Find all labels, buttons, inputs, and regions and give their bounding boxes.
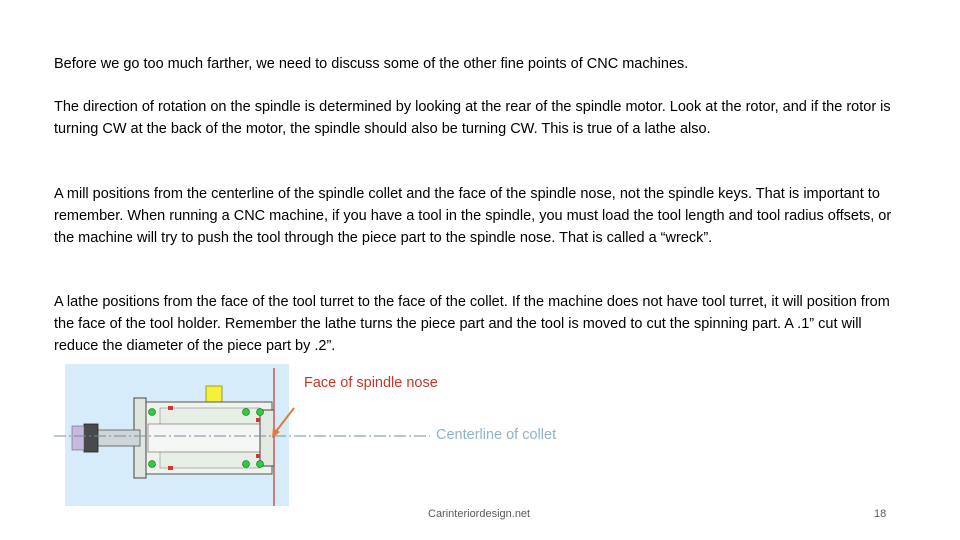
paragraph-lathe: A lathe positions from the face of the tool turret to the face of the collet. If the machine does not have tool turret, it will position from the face of the tool holder. Remember the lathe turns the piece part and the tool is moved to cut the spinning part. A .1” cut will reduce the diameter of the piece part by .2”. bbox=[54, 294, 890, 354]
paragraph-intro: Before we go too much farther, we need to discuss some of the other fine points of CNC machines. bbox=[54, 56, 689, 72]
label-face-of-spindle-nose: Face of spindle nose bbox=[304, 375, 438, 391]
paragraph-rotation: The direction of rotation on the spindle is determined by looking at the rear of the spindle motor. Look at the rotor, and if the rotor is turning CW at the back of the motor, the spindle should also be turning CW. This is true of a lathe also. bbox=[54, 99, 891, 137]
centerline-of-collet-line bbox=[54, 432, 434, 440]
footer-source: Carinteriordesign.net bbox=[428, 508, 531, 520]
paragraph-mill: A mill positions from the centerline of the spindle collet and the face of the spindle nose, not the spindle keys. That is important to remember. When running a CNC machine, if you have a tool in the spindle, you must load the tool length and tool radius offsets, or the machine will try to push the tool through the piece part to the spindle nose. That is called a “wreck”. bbox=[54, 186, 892, 246]
page-number: 18 bbox=[874, 508, 887, 520]
label-centerline-of-collet: Centerline of collet bbox=[436, 427, 557, 443]
